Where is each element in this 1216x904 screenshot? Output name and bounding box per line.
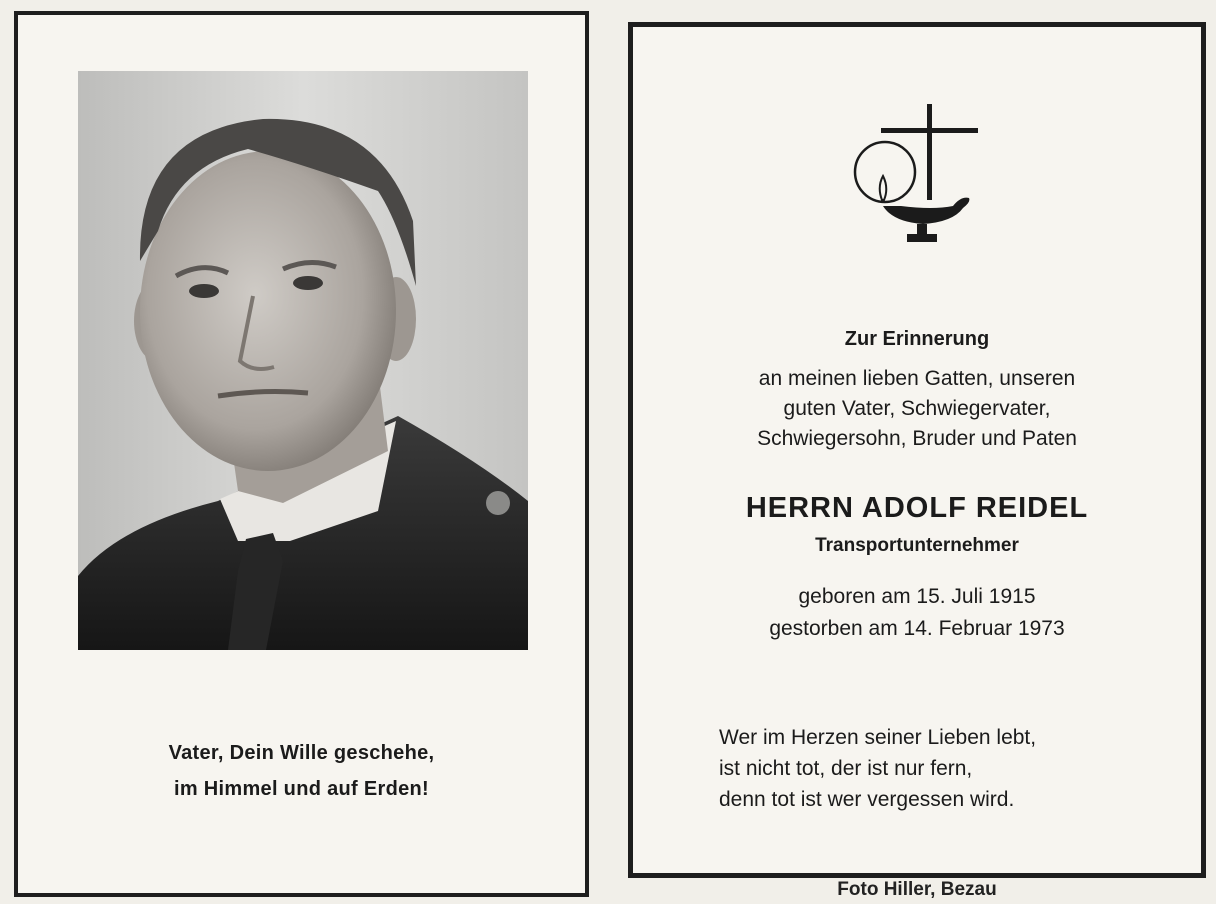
quote-line-3: denn tot ist wer vergessen wird. bbox=[719, 788, 1015, 811]
memorial-heading: Zur Erinnerung bbox=[844, 328, 990, 350]
quote-line-1: Wer im Herzen seiner Lieben lebt, bbox=[719, 726, 1037, 749]
memorial-card-text-side bbox=[628, 22, 1206, 878]
dedication-line-1: an meinen lieben Gatten, unseren bbox=[758, 367, 1076, 390]
deceased-name: HERRN ADOLF REIDEL bbox=[745, 492, 1089, 524]
deceased-occupation: Transportunternehmer bbox=[815, 535, 1019, 556]
photo-credit: Foto Hiller, Bezau bbox=[837, 879, 997, 900]
prayer-line-2: im Himmel und auf Erden! bbox=[173, 778, 429, 800]
cross-with-oil-lamp-icon bbox=[853, 102, 983, 252]
dedication-line-3: Schwiegersohn, Bruder und Paten bbox=[757, 427, 1077, 450]
death-date: gestorben am 14. Februar 1973 bbox=[769, 617, 1065, 640]
prayer-line-1: Vater, Dein Wille geschehe, bbox=[168, 742, 435, 764]
quote-line-2: ist nicht tot, der ist nur fern, bbox=[719, 757, 973, 780]
dedication-line-2: guten Vater, Schwiegervater, bbox=[783, 397, 1051, 420]
memorial-card-portrait-side bbox=[14, 11, 589, 897]
birth-date: geboren am 15. Juli 1915 bbox=[798, 585, 1036, 608]
portrait-photo-image bbox=[78, 71, 528, 650]
portrait-photo bbox=[78, 71, 528, 650]
